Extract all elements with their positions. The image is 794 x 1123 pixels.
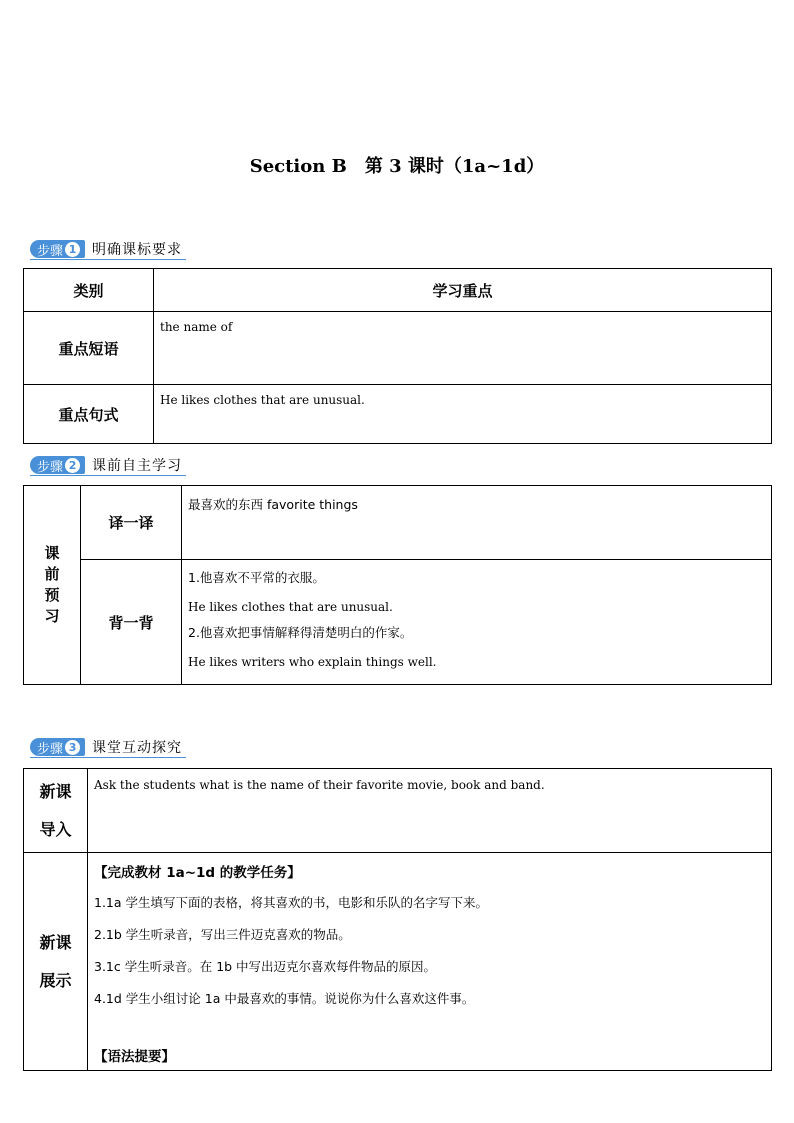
step-heading: 课前自主学习 xyxy=(92,458,183,474)
row-label-phrases: 重点短语 xyxy=(24,312,154,385)
step-number: 2 xyxy=(65,458,80,473)
step3-header xyxy=(30,737,186,758)
row-content-recite: 1.他喜欢不平常的衣服。 He likes clothes that are unusual. 2.他喜欢把事情解释得清楚明白的作家。 He likes writers who explain things well. xyxy=(182,560,772,685)
step-badge: 步骤 3 xyxy=(30,738,85,756)
row-label-presentation: 新课 展示 xyxy=(24,853,88,1071)
row-content-phrases: the name of xyxy=(154,312,772,385)
col-header-focus: 学习重点 xyxy=(154,269,772,312)
step2-header xyxy=(30,455,186,476)
row-content-sentences: He likes clothes that are unusual. xyxy=(154,385,772,444)
step-badge: 步骤 2 xyxy=(30,456,85,474)
preview-table xyxy=(23,485,772,685)
step-heading: 明确课标要求 xyxy=(92,242,183,258)
row-label-translate: 译一译 xyxy=(81,486,182,560)
page-title: Section B 第 3 课时（1a~1d） xyxy=(249,156,545,177)
key-points-table xyxy=(23,268,772,444)
step-number: 1 xyxy=(65,242,80,257)
row-label-recite: 背一背 xyxy=(81,560,182,685)
step-heading: 课堂互动探究 xyxy=(92,740,183,756)
row-content-intro: Ask the students what is the name of their favorite movie, book and band. xyxy=(88,769,772,853)
row-content-translate: 最喜欢的东西 favorite things xyxy=(182,486,772,560)
side-label-preview: 课 前 预 习 xyxy=(24,486,81,685)
step1-header xyxy=(30,239,186,260)
step-number: 3 xyxy=(65,740,80,755)
interactive-table xyxy=(23,768,772,1071)
row-content-presentation: 【完成教材 1a~1d 的教学任务】 1.1a 学生填写下面的表格，将其喜欢的书，电影和乐队的名字写下来。 2.1b 学生听录音，写出三件迈克喜欢的物品。 3.1c 学生听录音。在 1b 中写出迈克尔喜欢每件物品的原因。 4.1d 学生小组讨论 1a 中最喜欢的事情。说说你为什么喜欢这件事。 【语法提要】 xyxy=(88,853,772,1071)
step-badge: 步骤 1 xyxy=(30,240,85,258)
row-label-intro: 新课 导入 xyxy=(24,769,88,853)
col-header-category: 类别 xyxy=(24,269,154,312)
row-label-sentences: 重点句式 xyxy=(24,385,154,444)
